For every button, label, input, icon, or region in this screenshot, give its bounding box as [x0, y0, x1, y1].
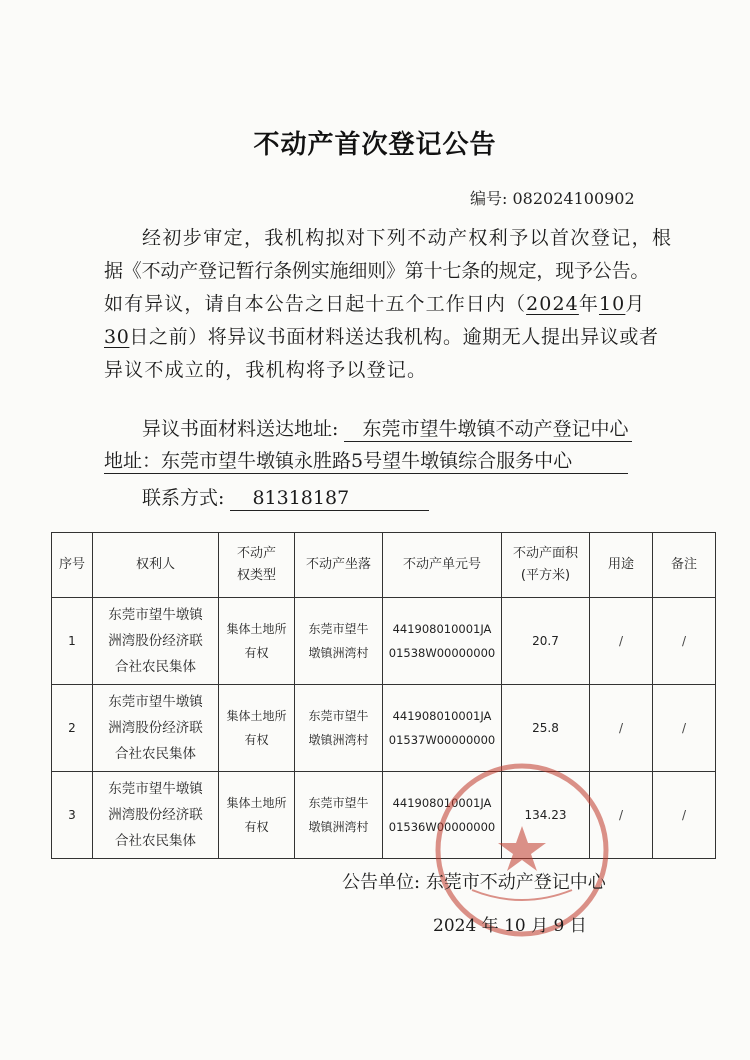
header-area-line-1: 不动产面积: [512, 546, 578, 561]
location-line: 墩镇洲湾村: [308, 733, 369, 747]
address-line-wrap: [104, 449, 628, 474]
body-line-1: 经初步审定，我机构拟对下列不动产权利予以首次登记，根: [142, 227, 673, 249]
table-header-row: [52, 533, 716, 598]
unit-line: 01537W00000000: [388, 733, 496, 747]
body-line-4: [104, 321, 690, 354]
address-line: 地址：东莞市望牛墩镇永胜路5号望牛墩镇综合服务中心: [104, 449, 628, 474]
row-unit-number: [383, 685, 502, 772]
unit-line: 441908010001JA: [392, 796, 492, 810]
row-remark: /: [653, 685, 716, 772]
row-index: 1: [52, 598, 93, 685]
unit-line: 01536W00000000: [388, 820, 496, 834]
contact-line: [142, 483, 429, 511]
unit-line: 01538W00000000: [388, 646, 496, 660]
registration-table: [51, 532, 716, 859]
type-line: 集体土地所: [226, 796, 287, 810]
contact-label: 联系方式:: [142, 487, 225, 509]
owner-line: 洲湾股份经济联: [108, 720, 203, 736]
notice-title: 不动产首次登记公告: [253, 130, 497, 160]
contact-number: 81318187: [230, 486, 429, 511]
body-line-5: 异议不成立的，我机构将予以登记。: [104, 359, 428, 381]
issue-date: 2024 年 10 月 9 日: [433, 916, 587, 936]
serial-number: 082024100902: [512, 189, 635, 208]
objection-address-line: [142, 414, 632, 442]
row-location: [295, 772, 383, 859]
row-unit-number: [383, 598, 502, 685]
row-owner: [93, 685, 219, 772]
row-unit-number: [383, 772, 502, 859]
row-usage: /: [590, 685, 653, 772]
issuer-label: 公告单位:: [342, 872, 421, 893]
body-line-4-text: 日之前）将异议书面材料送达我机构。逾期无人提出异议或者: [129, 326, 659, 348]
type-line: 集体土地所: [226, 622, 287, 636]
header-right-type-line-1: 不动产: [236, 546, 276, 561]
header-area-line-2: (平方米): [520, 568, 571, 583]
owner-line: 东莞市望牛墩镇: [108, 607, 203, 623]
owner-line: 合社农民集体: [115, 833, 196, 849]
owner-line: 洲湾股份经济联: [108, 807, 203, 823]
unit-line: 441908010001JA: [392, 622, 492, 636]
deadline-month: 10: [598, 293, 626, 315]
location-line: 墩镇洲湾村: [308, 646, 369, 660]
owner-line: 东莞市望牛墩镇: [108, 694, 203, 710]
row-index: 3: [52, 772, 93, 859]
deadline-year: 2024: [526, 293, 579, 315]
owner-line: 洲湾股份经济联: [108, 633, 203, 649]
header-right-type: [219, 533, 295, 598]
deadline-day: 30: [104, 326, 130, 348]
body-paragraph: [104, 222, 690, 387]
header-area: [502, 533, 590, 598]
row-index: 2: [52, 685, 93, 772]
type-line: 集体土地所: [226, 709, 287, 723]
row-location: [295, 598, 383, 685]
table-row: [52, 685, 716, 772]
row-area: 20.7: [502, 598, 590, 685]
deadline-month-unit: 月: [625, 293, 646, 315]
location-line: 东莞市望牛: [308, 622, 369, 636]
row-remark: /: [653, 598, 716, 685]
row-right-type: [219, 772, 295, 859]
header-owner: 权利人: [93, 533, 219, 598]
row-area: 25.8: [502, 685, 590, 772]
objection-address: 东莞市望牛墩镇不动产登记中心: [344, 417, 632, 442]
row-owner: [93, 772, 219, 859]
header-right-type-line-2: 权类型: [236, 568, 276, 583]
serial-number-line: [470, 186, 635, 209]
row-area: 134.23: [502, 772, 590, 859]
type-line: 有权: [244, 733, 269, 747]
table-row: [52, 598, 716, 685]
header-location: 不动产坐落: [295, 533, 383, 598]
location-line: 东莞市望牛: [308, 709, 369, 723]
serial-label: 编号:: [470, 189, 508, 208]
body-line-3: [104, 288, 690, 321]
header-usage: 用途: [590, 533, 653, 598]
owner-line: 东莞市望牛墩镇: [108, 781, 203, 797]
unit-line: 441908010001JA: [392, 709, 492, 723]
row-remark: /: [653, 772, 716, 859]
objection-address-label: 异议书面材料送达地址:: [142, 418, 339, 440]
location-line: 东莞市望牛: [308, 796, 369, 810]
header-remark: 备注: [653, 533, 716, 598]
row-owner: [93, 598, 219, 685]
type-line: 有权: [244, 646, 269, 660]
header-unit-number: 不动产单元号: [383, 533, 502, 598]
body-line-2: 据《不动产登记暂行条例实施细则》第十七条的规定，现予公告。: [104, 260, 650, 282]
owner-line: 合社农民集体: [115, 659, 196, 675]
table-row: [52, 772, 716, 859]
header-index: 序号: [52, 533, 93, 598]
body-line-3-text: 如有异议，请自本公告之日起十五个工作日内（: [104, 293, 527, 315]
row-right-type: [219, 598, 295, 685]
owner-line: 合社农民集体: [115, 746, 196, 762]
row-usage: /: [590, 598, 653, 685]
location-line: 墩镇洲湾村: [308, 820, 369, 834]
row-location: [295, 685, 383, 772]
deadline-year-unit: 年: [578, 293, 599, 315]
row-usage: /: [590, 772, 653, 859]
issuer-line: [342, 868, 606, 894]
row-right-type: [219, 685, 295, 772]
issuer-name: 东莞市不动产登记中心: [425, 872, 606, 893]
type-line: 有权: [244, 820, 269, 834]
